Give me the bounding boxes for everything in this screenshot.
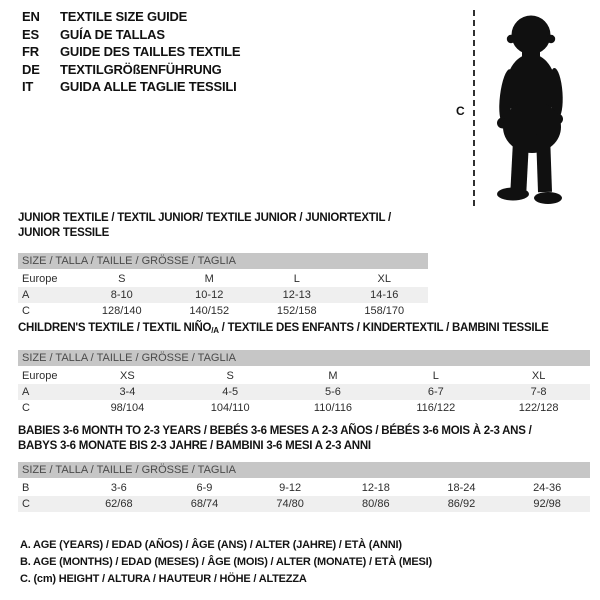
table-cell: 18-24 [447,482,476,494]
table-cell: M [328,370,338,382]
table-cell: 8-10 [78,287,166,303]
table-cell: 14-16 [341,287,429,303]
table-cell: 62/68 [76,496,162,512]
table-cell: 128/140 [101,305,142,317]
size-header-label: SIZE / TALLA / TAILLE / GRÖSSE / TAGLIA [18,253,428,270]
table-cell: 92/98 [504,496,590,512]
language-code: DE [22,61,40,77]
language-row [22,78,240,96]
language-row [22,26,240,44]
language-row [22,61,240,79]
table-row [18,384,590,400]
size-header-label: SIZE / TALLA / TAILLE / GRÖSSE / TAGLIA [18,350,590,367]
table-cell: 152/158 [276,305,317,317]
table-cell: XL [377,273,391,285]
size-header-label: SIZE / TALLA / TAILLE / GRÖSSE / TAGLIA [18,462,590,479]
children-size-table [18,350,590,416]
table-cell: 10-12 [166,287,254,303]
table-cell: S [226,370,234,382]
table-cell: 7-8 [487,384,590,400]
table-cell: XS [120,370,135,382]
row-label: C [22,402,30,414]
footnotes [20,537,432,588]
table-cell: 98/104 [110,402,145,414]
footnote-c: C. (cm) HEIGHT / ALTURA / HAUTEUR / HÖHE / ALTEZZA [20,573,307,585]
row-label: Europe [22,273,58,285]
size-header-row [18,253,428,270]
table-cell: 140/152 [189,305,230,317]
language-code: FR [22,44,39,59]
table-row [18,270,428,287]
table-cell: 68/74 [162,496,248,512]
row-label: B [22,482,30,494]
height-measure-label: C [456,104,465,118]
table-row [18,400,590,416]
table-cell: M [204,273,214,285]
table-cell: 3-4 [76,384,179,400]
language-code: IT [22,79,34,94]
table-cell: 116/122 [416,402,456,414]
language-code: ES [22,26,39,42]
language-row [22,8,240,26]
table-cell: 3-6 [110,482,127,494]
row-label: C [18,496,76,512]
table-cell: 104/110 [210,402,250,414]
table-cell: S [118,273,126,285]
table-cell: 122/128 [518,402,559,414]
table-row [18,479,590,496]
table-cell: 5-6 [282,384,385,400]
baby-silhouette-icon [486,8,574,208]
language-code: EN [22,9,40,24]
language-label: GUIDE DES TAILLES TEXTILE [60,44,241,59]
table-row [18,303,428,319]
language-row [22,43,240,61]
table-row [18,496,590,512]
language-label: GUÍA DE TALLAS [60,26,165,42]
table-cell: 86/92 [419,496,505,512]
table-cell: L [432,370,439,382]
table-cell: 158/170 [364,305,405,317]
table-cell: XL [531,370,546,382]
junior-table-title: JUNIOR TEXTILE / TEXTIL JUNIOR/ TEXTILE JUNIOR / JUNIORTEXTIL / JUNIOR TESSILE [18,212,391,239]
table-cell: L [293,273,300,285]
language-label: TEXTILGRÖßENFÜHRUNG [60,61,222,77]
table-cell: 4-5 [179,384,282,400]
size-header-row [18,350,590,367]
table-cell: 12-18 [361,482,390,494]
junior-textile-section [18,211,428,319]
table-cell: 6-9 [196,482,213,494]
language-label: GUIDA ALLE TAGLIE TESSILI [60,79,237,94]
table-cell: 12-13 [253,287,341,303]
table-row [18,287,428,303]
table-cell: 9-12 [279,482,302,494]
height-measure-line [473,10,475,206]
babies-textile-section [18,424,590,512]
language-list [22,8,240,96]
row-label: Europe [22,370,58,382]
table-cell: 74/80 [247,496,333,512]
row-label: C [22,305,30,317]
row-label: A [18,287,78,303]
babies-title-line2: BABYS 3-6 MONATE BIS 2-3 JAHRE / BAMBINI 3-6 MESI A 2-3 ANNI [18,440,371,452]
footnote-b: B. AGE (MONTHS) / EDAD (MESES) / ÂGE (MOIS) / ALTER (MONATE) / ETÀ (MESI) [20,556,432,568]
size-header-row [18,462,590,479]
junior-size-table [18,253,428,319]
babies-table-title [18,424,590,454]
table-cell: 24-36 [533,482,562,494]
babies-title-line1: BABIES 3-6 MONTH TO 2-3 YEARS / BEBÉS 3-6 MESES A 2-3 AÑOS / BÉBÉS 3-6 MOIS À 2-3 ANS / [18,425,532,437]
children-title-post: / TEXTILE DES ENFANTS / KINDERTEXTIL / BAMBINI TESSILE [218,322,549,334]
children-title-pre: CHILDREN'S TEXTILE / TEXTIL NIÑO [18,322,212,334]
table-cell: 6-7 [384,384,487,400]
table-cell: 80/86 [333,496,419,512]
children-title-subscript: /A [211,326,219,335]
table-cell: 110/116 [313,402,353,414]
babies-size-table [18,462,590,512]
children-textile-section [18,321,590,416]
table-row [18,367,590,384]
row-label: A [18,384,76,400]
footnote-a: A. AGE (YEARS) / EDAD (AÑOS) / ÂGE (ANS) / ALTER (JAHRE) / ETÀ (ANNI) [20,539,402,551]
language-label: TEXTILE SIZE GUIDE [60,9,188,24]
children-table-title [18,321,590,338]
